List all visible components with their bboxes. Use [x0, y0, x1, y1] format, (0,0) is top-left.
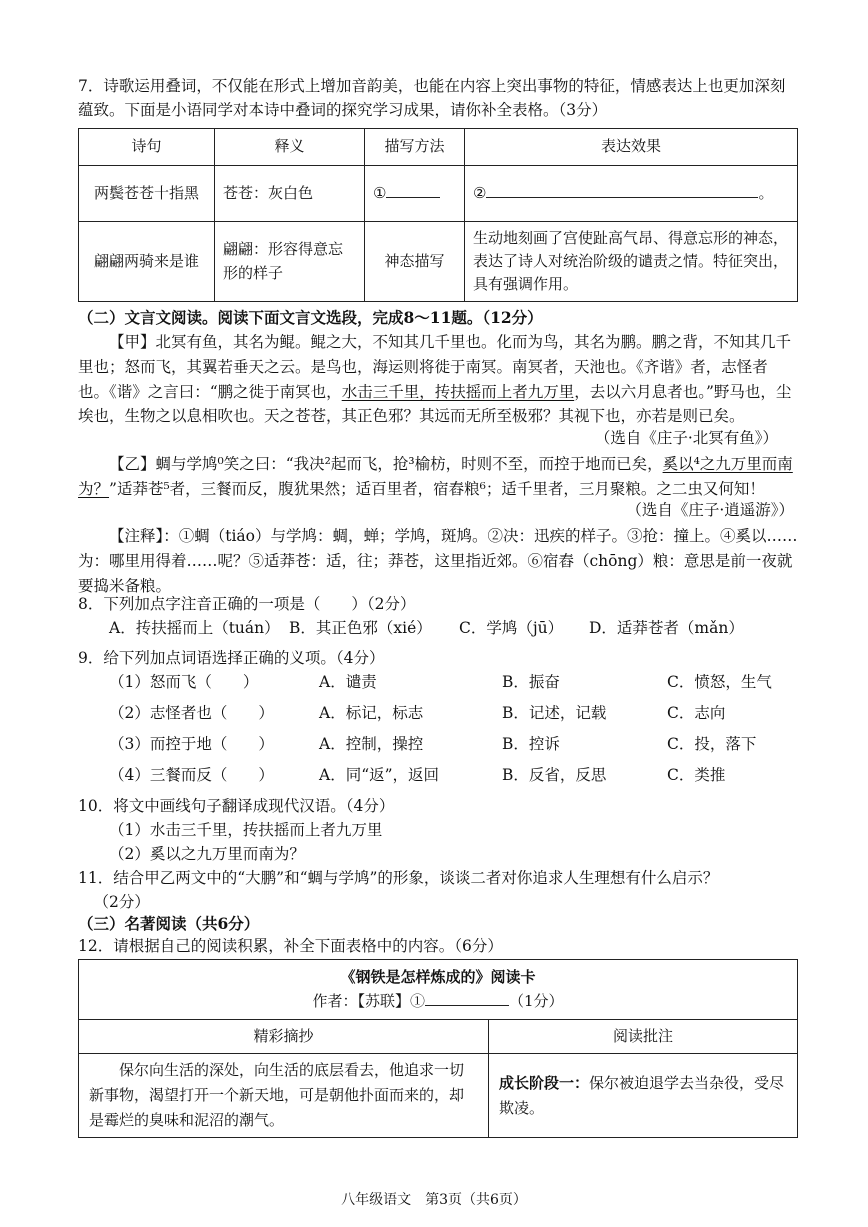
- option-b[interactable]: B．其正色邪（xié）: [289, 619, 432, 637]
- meaning-cell: 苍苍：灰白色: [215, 166, 365, 222]
- note-text: 保尔被迫退学去当杂役，受尽欺凌。: [499, 1073, 785, 1117]
- section-title: （二）文言文阅读。阅读下面文言文选段，完成8～11题。（12分）: [78, 308, 543, 327]
- option-b[interactable]: B．反省，反思: [502, 766, 607, 784]
- author-line: [89, 990, 787, 1013]
- method-cell: [365, 166, 465, 222]
- q9-item: （1）怒而飞（ ）: [109, 673, 259, 691]
- option-a[interactable]: A．控制，操控: [319, 735, 424, 753]
- q9-rows: [78, 670, 798, 794]
- q9-item: （4）三餐而反（ ）: [109, 766, 274, 784]
- q8-options: [78, 616, 798, 640]
- effect-cell: [465, 166, 798, 222]
- note-label: 成长阶段一：: [499, 1073, 590, 1092]
- underlined-sentence: 奚以⁴之九万里而南为？: [78, 455, 793, 498]
- q10-stem: 10．将文中画线句子翻译成现代汉语。（4分）: [78, 797, 395, 815]
- q11-stem: [78, 866, 798, 914]
- q10-sentence: （1）水击三千里，抟扶摇而上者九万里: [109, 821, 383, 839]
- poem-line: 翩翩两骑来是谁: [79, 222, 215, 302]
- option-c[interactable]: C．投，落下: [667, 735, 757, 753]
- option-d[interactable]: D．适莽苍者（mǎn）: [589, 619, 744, 637]
- q9-row: [78, 670, 798, 701]
- card-header: [79, 960, 798, 1020]
- col-header: 精彩摘抄: [79, 1020, 489, 1054]
- passage-text: ，去以六月息者也。”野马也，尘埃也，生物之以息相吹也。天之苍苍，其正色邪？其远而无所至极邪？其视下也，亦若是则已矣。: [78, 382, 792, 426]
- blank-label: ②: [473, 183, 487, 202]
- card-title-cell: [79, 960, 798, 1020]
- author-score: （1分）: [508, 991, 564, 1010]
- table-row: [79, 166, 798, 222]
- poem-line: 两鬓苍苍十指黑: [79, 166, 215, 222]
- q11-text: 11．结合甲乙两文中的“大鹏”和“蜩与学鸠”的形象，谈谈二者对你追求人生理想有什么启示？: [78, 869, 719, 887]
- option-a[interactable]: A．同“返”，返回: [319, 766, 440, 784]
- table-row: [79, 1054, 798, 1138]
- option-c[interactable]: C．愤怒，生气: [667, 673, 772, 691]
- q9-stem: 9．给下列加点词语选择正确的义项。（4分）: [78, 649, 385, 667]
- section-title: （三）名著阅读（共6分）: [78, 914, 260, 933]
- method-cell: 神态描写: [365, 222, 465, 302]
- effect-cell: 生动地刻画了宫使趾高气昂、得意忘形的神态，表达了诗人对统治阶级的谴责之情。特征突出，具有强调作用。: [465, 222, 798, 302]
- annotations: 【注释】：①蜩（tiáo）与学鸠：蜩，蝉；学鸠，斑鸠。②决：迅疾的样子。③抢：撞上。④奚以……为：哪里用得着……呢？⑤适莽苍：适，往；莽苍，这里指近郊。⑥宿舂（chōng）粮：意思是前一夜就要捣米备粮。: [78, 527, 798, 595]
- source-jia: （选自《庄子·北冥有鱼》）: [594, 429, 778, 447]
- table-row: [79, 222, 798, 302]
- blank-label: ①: [373, 183, 387, 202]
- page-footer: 八年级语文 第3页（共6页）: [341, 1192, 527, 1208]
- option-b[interactable]: B．振奋: [502, 673, 560, 691]
- card-title: 《钢铁是怎样炼成的》阅读卡: [340, 968, 536, 987]
- q7-table: [78, 128, 798, 302]
- passage-jia: [78, 330, 798, 429]
- answer-blank[interactable]: [386, 183, 440, 198]
- q9-row: [78, 732, 798, 763]
- q7-table-header: [79, 129, 798, 166]
- answer-blank[interactable]: [486, 183, 758, 198]
- passage-text: ”适莽苍⁵者，三餐而反，腹犹果然；适百里者，宿舂粮⁶；适千里者，三月聚粮。之二虫又何知！: [109, 479, 765, 498]
- card-col-headers: [79, 1020, 798, 1054]
- q8-stem: 8．下列加点字注音正确的一项是（ ）（2分）: [78, 595, 416, 613]
- excerpt-cell: 保尔向生活的深处，向生活的底层看去，他追求一切新事物，渴望打开一个新天地，可是朝他扑面而来的，却是霉烂的臭味和泥沼的潮气。: [79, 1054, 489, 1138]
- option-c[interactable]: C．学鸠（jū）: [459, 619, 564, 637]
- q9-row: [78, 701, 798, 732]
- q11-score: （2分）: [93, 893, 150, 912]
- reading-card: [78, 959, 798, 1138]
- q9-item: （2）志怪者也（ ）: [109, 704, 274, 722]
- passage-text: 【乙】蜩与学鸠⁰笑之曰：“我决²起而飞，抢³榆枋，时则不至，而控于地而已矣，: [109, 455, 663, 473]
- q9-item: （3）而控于地（ ）: [109, 735, 274, 753]
- period: 。: [758, 183, 774, 202]
- source-yi: （选自《庄子·逍遥游》）: [626, 501, 794, 519]
- option-a[interactable]: A．抟扶摇而上（tuán）: [109, 619, 280, 637]
- option-c[interactable]: C．类推: [667, 766, 726, 784]
- passage-text: 【甲】北冥有鱼，其名为鲲。鲲之大，不知其几千里也。化而为鸟，其名为鹏。鹏之背，不知其几千里也；怒而飞，其翼若垂天之云。是鸟也，海运则将徙于南冥。南冥者，天池也。《齐谐》者，志怪者也。《谐》之言曰：“鹏之徙于南冥也，: [78, 333, 792, 401]
- meaning-cell: 翩翩：形容得意忘形的样子: [215, 222, 365, 302]
- note-cell: [489, 1054, 798, 1138]
- passage-yi: [78, 452, 798, 502]
- author-blank[interactable]: [425, 991, 509, 1006]
- header-cell: 表达效果: [465, 129, 798, 166]
- option-b[interactable]: B．记述，记载: [502, 704, 607, 722]
- header-cell: 释义: [215, 129, 365, 166]
- option-a[interactable]: A．谴责: [319, 673, 377, 691]
- q12-stem: 12．请根据自己的阅读积累，补全下面表格中的内容。（6分）: [78, 937, 503, 955]
- option-c[interactable]: C．志向: [667, 704, 726, 722]
- q7-stem: 7．诗歌运用叠词，不仅能在形式上增加音韵美，也能在内容上突出事物的特征，情感表达上也更加深刻蕴致。下面是小语同学对本诗中叠词的探究学习成果，请你补全表格。（3分）: [78, 77, 786, 120]
- q10-sentence: （2）奚以之九万里而南为？: [109, 845, 305, 863]
- q9-row: [78, 763, 798, 794]
- option-a[interactable]: A．标记，标志: [319, 704, 424, 722]
- underlined-sentence: 水击三千里，抟扶摇而上者九万里: [341, 382, 575, 401]
- author-label: 作者：【苏联】①: [312, 991, 425, 1010]
- col-header: 阅读批注: [489, 1020, 798, 1054]
- option-b[interactable]: B．控诉: [502, 735, 560, 753]
- header-cell: 诗句: [79, 129, 215, 166]
- header-cell: 描写方法: [365, 129, 465, 166]
